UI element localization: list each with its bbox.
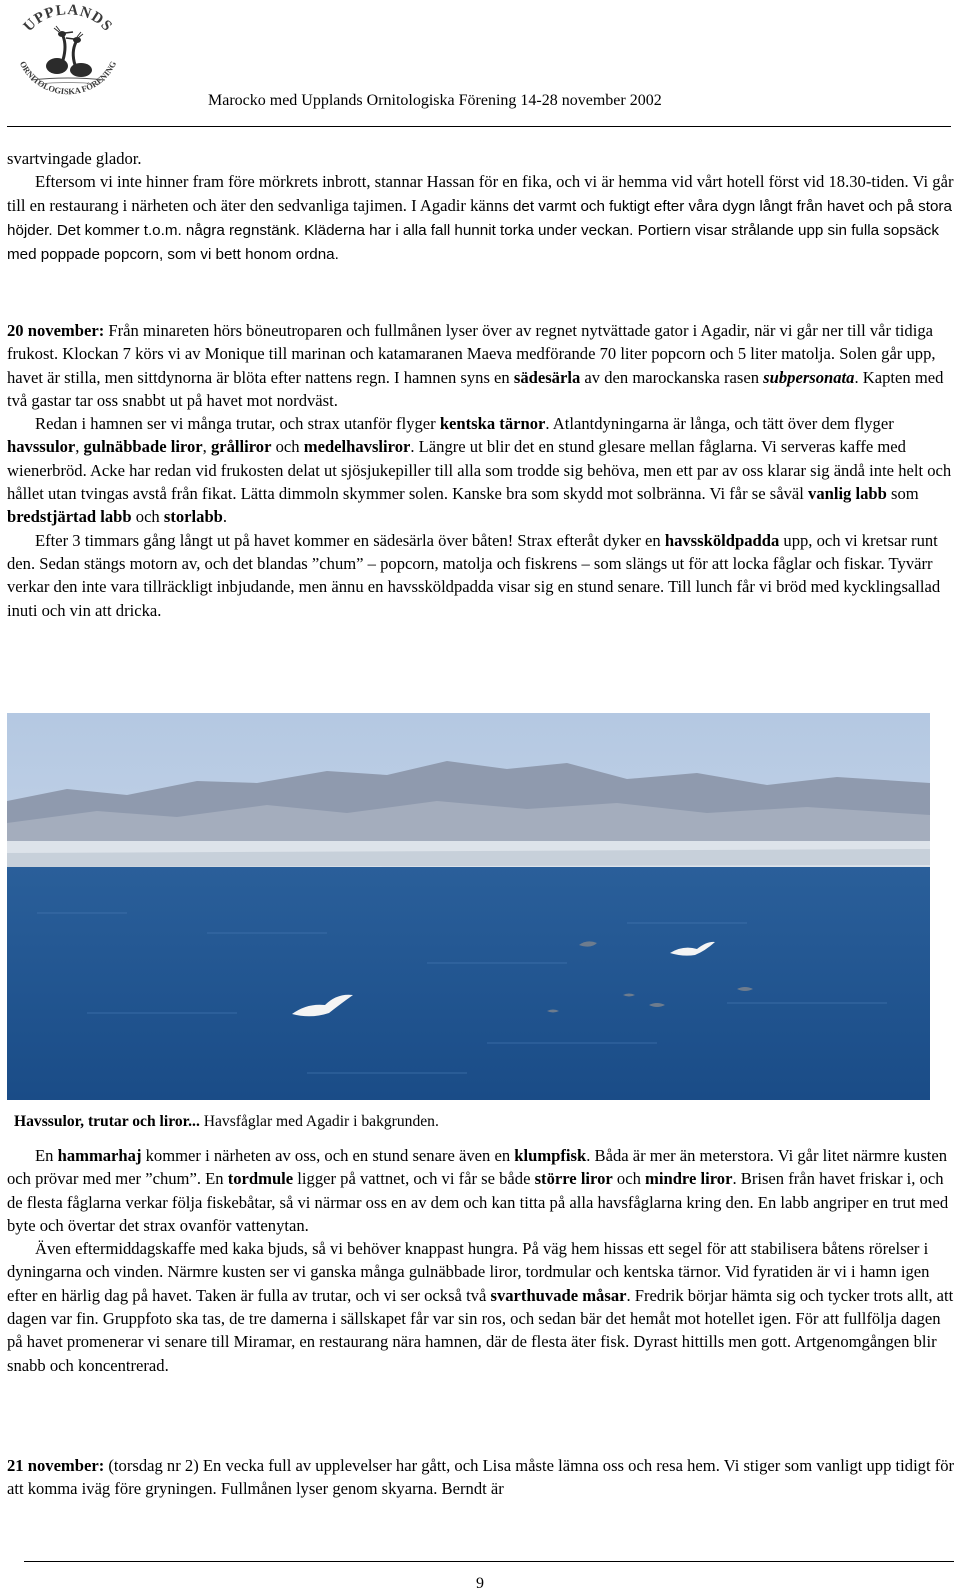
svg-text:ORNITOLOGISKA FÖRENING: ORNITOLOGISKA FÖRENING bbox=[17, 59, 119, 97]
paragraph: En hammarhaj kommer i närheten av oss, och en stund senare även en klumpfisk. Båda är mer än meterstora. Vi går litet närmre kusten och prövar med mer ”chum”. En tordmule ligger på vattnet, och vi får se både större liror och mindre liror. Brisen från havet friskar i, och de flesta fåglarna verkar följa fiskebåtar, så vi närmar oss en av dem och kan titta på alla havsfåglarna kring den. En labb angriper en trut med byte och övertar det strax ovanför vattenytan. bbox=[7, 1146, 949, 1235]
paragraph: svartvingade glador. bbox=[7, 149, 142, 168]
paragraph: Efter 3 timmars gång långt ut på havet kommer en sädesärla över båten! Strax efteråt dyker en havssköldpadda upp, och vi kretsar runt den. Sedan stängs motorn av, och det blandas ”chum” – popcorn, matolja och fiskrens – som slängs ut för att locka fåglar och fiskar. Tyvärr verkar den inte vara tillräckligt inbjudande, men ännu en havssköldpadda visar sig en stund senare. Till lunch får vi bröd med kycklingsallad inuti och vin att dricka. bbox=[7, 530, 941, 620]
text-block-1 bbox=[7, 147, 955, 266]
date-heading: 20 november: bbox=[7, 321, 105, 340]
paragraph: Även eftermiddagskaffe med kaka bjuds, så vi behöver knappast hungra. På väg hem hissas ett segel för att stabilisera båtens rörelser i dyningarna och vinden. Närmre kusten ser vi ganska många gulnäbbade liror, tordmular och kentska tärnor. Vid fyratiden är vi i hamn igen efter en härlig dag på havet. Taken är fulla av trutar, och vi ser också två svarthuvade måsar. Fredrik börjar hämta sig och tycker trots allt, att dagen var fin. Gruppfoto ska tas, de tre damerna i sällskapet får var sin ros, och sedan bär det hemåt mot hotellet igen. För att fullfölja dagen på havet promenerar vi senare till Miramar, en restaurang nära hamnen, där de flesta äter fisk. Dyrast hittills men gott. Artgenomgången blir snabb och koncentrerad. bbox=[7, 1239, 954, 1375]
paragraph: 21 november: (torsdag nr 2) En vecka full av upplevelser har gått, och Lisa måste lämna oss och resa hem. Vi stiger som vanligt upp tidigt för att komma iväg före gryningen. Fullmånen lyser genom skyarna. Berndt är bbox=[7, 1456, 955, 1499]
paragraph: Eftersom vi inte hinner fram före mörkrets inbrott, stannar Hassan för en fika, och vi är hemma vid vårt hotell först vid 18.30-tiden. Vi går till en restaurang i närheten och äter den sedvanliga tajimen. I Agadir känns det varmt och fuktigt efter våra dygn långt från havet och på stora höjder. Det kommer t.o.m. några regnstänk. Kläderna har i alla fall hunnit torka under veckan. Portiern visar strålande upp sin fulla sopsäck med poppade popcorn, som vi bett honom ordna. bbox=[7, 172, 954, 264]
page-header-title: Marocko med Upplands Ornitologiska Förening 14-28 november 2002 bbox=[208, 92, 662, 109]
svg-text:UPPLANDS: UPPLANDS bbox=[20, 2, 116, 35]
text-block-2 bbox=[7, 319, 955, 622]
date-heading: 21 november: bbox=[7, 1456, 105, 1475]
text-block-4 bbox=[7, 1454, 955, 1501]
header-divider bbox=[7, 126, 951, 127]
paragraph: Redan i hamnen ser vi många trutar, och strax utanför flyger kentska tärnor. Atlantdyningarna är långa, och tätt över dem flyger havssulor, gulnäbbade liror, grålliror och medelhavsliror. Längre ut blir det en stund glesare mellan fåglarna. Vi serveras kaffe med wienerbröd. Acke har redan vid frukosten delat ut sjösjukepiller till alla som trodde sig behöva, men ett par av oss klarar sig ändå inte helt och hållet utan tvingas avstå från fikat. Lätta dimmoln skymmer solen. Kanske bra som skydd mot solbränna. Vi får se såväl vanlig labb som bredstjärtad labb och storlabb. bbox=[7, 414, 952, 527]
seabirds-photo bbox=[7, 713, 930, 1100]
paragraph: 20 november: Från minareten hörs böneutroparen och fullmånen lyser över av regnet nytvättade gator i Agadir, när vi går ner till vår tidiga frukost. Klockan 7 körs vi av Monique till marinan och katamaranen Maeva medförande 70 liter popcorn och 5 liter matolja. Solen går upp, havet är stilla, men sittdynorna är blöta efter nattens regn. I hamnen syns en sädesärla av den marockanska rasen subpersonata. Kapten med två gastar tar oss snabbt ut på havet mot nordväst. bbox=[7, 321, 944, 410]
footer-divider bbox=[24, 1561, 954, 1562]
page-number: 9 bbox=[476, 1575, 484, 1592]
photo-caption: Havssulor, trutar och liror... Havsfåglar med Agadir i bakgrunden. bbox=[14, 1113, 439, 1130]
text-block-3 bbox=[7, 1144, 955, 1377]
society-logo bbox=[5, 2, 131, 110]
